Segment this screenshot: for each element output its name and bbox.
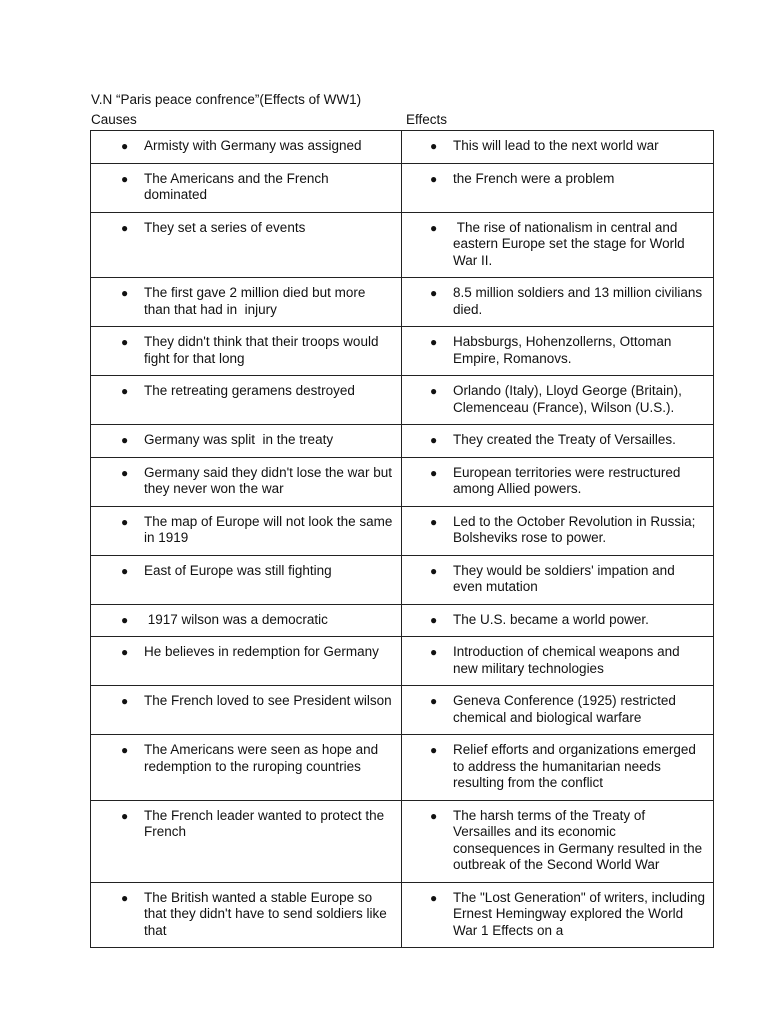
effect-cell [402, 555, 714, 604]
table-row [91, 800, 714, 882]
cause-text: Germany said they didn't lose the war but they never won the war [144, 464, 396, 496]
cause-cell [91, 425, 402, 458]
effect-text: Orlando (Italy), Lloyd George (Britain), Clemenceau (France), Wilson (U.S.). [453, 383, 686, 415]
cause-cell [91, 735, 402, 801]
cause-text: The first gave 2 million died but more than that had in injury [144, 285, 370, 317]
bullet-icon: ● [121, 612, 129, 627]
cause-text: The Americans and the French dominated [144, 170, 333, 202]
bullet-icon: ● [430, 743, 438, 757]
effect-text: Relief efforts and organizations emerged to address the humanitarian needs resulting from the conflict [453, 742, 700, 790]
effect-cell [402, 327, 714, 376]
bullet-icon: ● [121, 743, 129, 757]
cause-text: The map of Europe will not look the same in 1919 [144, 513, 397, 545]
effect-cell [402, 425, 714, 458]
cause-text: The French leader wanted to protect the French [144, 807, 388, 839]
table-row [91, 163, 714, 212]
table-row [91, 882, 714, 948]
cause-cell [91, 800, 402, 882]
cause-cell [91, 212, 402, 278]
table-body [91, 131, 714, 948]
effect-cell [402, 131, 714, 164]
bullet-icon: ● [430, 433, 438, 447]
effect-cell [402, 800, 714, 882]
table-row [91, 686, 714, 735]
effect-cell [402, 163, 714, 212]
table-row [91, 278, 714, 327]
effect-text: the French were a problem [453, 170, 615, 186]
cause-text: 1917 wilson was a democratic [144, 611, 328, 627]
cause-cell [91, 555, 402, 604]
cause-text: The retreating geramens destroyed [144, 383, 355, 398]
effect-cell [402, 735, 714, 801]
effect-cell [402, 637, 714, 686]
effect-cell [402, 212, 714, 278]
effect-text: European territories were restructured among Allied powers. [453, 464, 685, 496]
effect-text: Introduction of chemical weapons and new military technologies [453, 644, 684, 676]
cause-text: The French loved to see President wilson [144, 693, 392, 708]
causes-effects-table [90, 130, 714, 948]
cause-cell [91, 131, 402, 164]
effect-cell [402, 457, 714, 506]
cause-cell [91, 637, 402, 686]
effect-text: The rise of nationalism in central and eastern Europe set the stage for World War II. [453, 219, 689, 268]
cause-text: The Americans were seen as hope and redemption to the ruroping countries [144, 742, 382, 774]
bullet-icon: ● [121, 514, 129, 529]
effect-cell [402, 278, 714, 327]
cause-cell [91, 163, 402, 212]
document-title: V.N “Paris peace confrence”(Effects of WW1) [91, 92, 362, 107]
bullet-icon: ● [121, 139, 129, 153]
bullet-icon: ● [430, 808, 438, 823]
effect-text: Habsburgs, Hohenzollerns, Ottoman Empire, Romanovs. [453, 334, 676, 366]
effect-text: They created the Treaty of Versailles. [453, 432, 676, 447]
bullet-icon: ● [430, 645, 438, 659]
bullet-icon: ● [430, 139, 438, 153]
bullet-icon: ● [430, 514, 438, 529]
cause-cell [91, 882, 402, 948]
bullet-icon: ● [121, 171, 129, 186]
cause-cell [91, 376, 402, 425]
effect-text: They would be soldiers' impation and even mutation [453, 562, 679, 594]
cause-text: The British wanted a stable Europe so that they didn't have to send soldiers like that [144, 889, 391, 938]
effects-heading: Effects [406, 112, 448, 127]
bullet-icon: ● [121, 286, 129, 300]
cause-text: They didn't think that their troops would fight for that long [144, 334, 383, 366]
bullet-icon: ● [430, 890, 438, 905]
cause-cell [91, 278, 402, 327]
bullet-icon: ● [121, 808, 129, 823]
cause-text: East of Europe was still fighting [144, 562, 332, 578]
cause-cell [91, 686, 402, 735]
bullet-icon: ● [121, 335, 129, 349]
cause-cell [91, 457, 402, 506]
bullet-icon: ● [430, 335, 438, 349]
bullet-icon: ● [430, 286, 438, 300]
cause-cell [91, 327, 402, 376]
effect-text: The U.S. became a world power. [453, 611, 649, 627]
effect-text: Geneva Conference (1925) restricted chemical and biological warfare [453, 693, 680, 725]
cause-cell [91, 506, 402, 555]
effect-cell [402, 376, 714, 425]
bullet-icon: ● [430, 612, 438, 627]
cause-text: Armisty with Germany was assigned [144, 138, 362, 153]
bullet-icon: ● [121, 645, 129, 659]
table-row [91, 131, 714, 164]
bullet-icon: ● [121, 694, 129, 708]
bullet-icon: ● [121, 890, 129, 905]
cause-text: He believes in redemption for Germany [144, 644, 379, 659]
bullet-icon: ● [430, 384, 438, 398]
table-row [91, 376, 714, 425]
table-row [91, 555, 714, 604]
bullet-icon: ● [430, 220, 438, 235]
cause-text: They set a series of events [144, 219, 306, 235]
effect-text: 8.5 million soldiers and 13 million civilians died. [453, 285, 706, 317]
effect-cell [402, 686, 714, 735]
table-row [91, 212, 714, 278]
cause-text: Germany was split in the treaty [144, 432, 334, 447]
effect-cell [402, 604, 714, 637]
effect-text: This will lead to the next world war [453, 138, 659, 153]
bullet-icon: ● [121, 465, 129, 480]
effect-text: Led to the October Revolution in Russia; Bolsheviks rose to power. [453, 513, 700, 545]
table-row [91, 506, 714, 555]
bullet-icon: ● [121, 220, 129, 235]
table-row [91, 637, 714, 686]
bullet-icon: ● [121, 563, 129, 578]
causes-heading: Causes [91, 112, 137, 127]
effect-text: The "Lost Generation" of writers, including Ernest Hemingway explored the World War 1 Effects on a [453, 889, 709, 938]
effect-text: The harsh terms of the Treaty of Versailles and its economic consequences in Germany resulted in the outbreak of the Second World War [453, 807, 706, 872]
bullet-icon: ● [121, 384, 129, 398]
table-row [91, 425, 714, 458]
table-row [91, 735, 714, 801]
effect-cell [402, 882, 714, 948]
table-row [91, 457, 714, 506]
table-row [91, 327, 714, 376]
cause-cell [91, 604, 402, 637]
bullet-icon: ● [121, 433, 129, 447]
effect-cell [402, 506, 714, 555]
bullet-icon: ● [430, 465, 438, 480]
table-row [91, 604, 714, 637]
bullet-icon: ● [430, 171, 438, 186]
bullet-icon: ● [430, 694, 438, 708]
bullet-icon: ● [430, 563, 438, 578]
